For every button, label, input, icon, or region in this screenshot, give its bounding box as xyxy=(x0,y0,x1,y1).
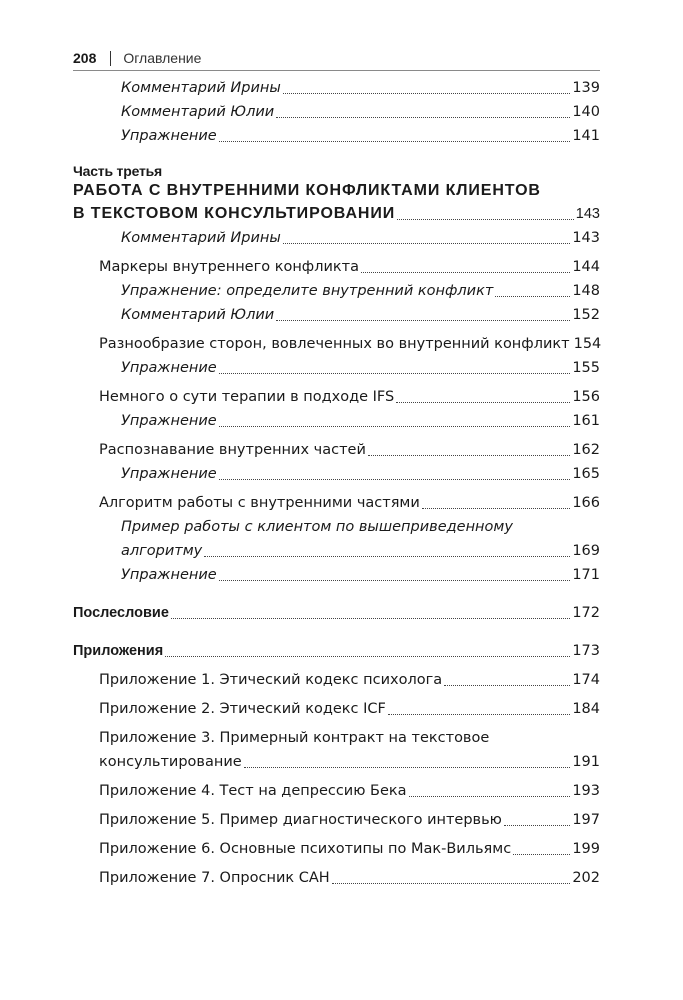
toc-appendix[interactable] xyxy=(73,668,600,692)
toc-entry-page: 140 xyxy=(572,104,600,120)
toc-entry-page: 197 xyxy=(572,812,600,828)
dot-leader xyxy=(219,580,571,581)
toc-section[interactable] xyxy=(73,332,600,356)
toc-entry-page: 154 xyxy=(573,336,602,352)
toc-entry[interactable] xyxy=(73,124,600,148)
toc-entry-label: Комментарий Юлии xyxy=(121,104,275,120)
part-title-line2: В ТЕКСТОВОМ КОНСУЛЬТИРОВАНИИ xyxy=(73,205,396,222)
toc-entry-page: 171 xyxy=(572,567,600,583)
toc-appendix-label: Приложение 4. Тест на депрессию Бека xyxy=(99,783,407,799)
toc-section-label: Алгоритм работы с внутренними частями xyxy=(99,495,420,511)
header-divider xyxy=(110,51,111,66)
toc-chapter-appendices[interactable] xyxy=(73,639,600,663)
dot-leader xyxy=(504,825,570,826)
toc-entry[interactable] xyxy=(73,226,600,250)
toc-entry[interactable] xyxy=(73,409,600,433)
toc-section[interactable] xyxy=(73,438,600,462)
toc-entry-page: 161 xyxy=(572,413,600,429)
dot-leader xyxy=(219,426,571,427)
dot-leader xyxy=(495,296,570,297)
toc-entry-page: 173 xyxy=(572,643,600,659)
toc-entry-page: 165 xyxy=(572,466,600,482)
toc-appendix[interactable] xyxy=(73,779,600,803)
toc-entry-page: 148 xyxy=(572,283,600,299)
toc-appendix-label-line1: Приложение 3. Примерный контракт на текстовое xyxy=(99,730,490,746)
toc-entry-page: 155 xyxy=(572,360,600,376)
dot-leader xyxy=(368,455,570,456)
dot-leader xyxy=(276,117,570,118)
part-label: Часть третья xyxy=(73,163,163,179)
toc-entry-page: 141 xyxy=(572,128,600,144)
table-of-contents xyxy=(73,76,600,890)
toc-appendix-label-line2: консультирование xyxy=(99,754,242,770)
toc-section-label: Разнообразие сторон, вовлеченных во внутренний конфликт xyxy=(99,336,570,352)
toc-appendix[interactable] xyxy=(73,808,600,832)
toc-appendix[interactable] xyxy=(73,866,600,890)
dot-leader xyxy=(409,796,571,797)
toc-entry-page: 156 xyxy=(572,389,600,405)
toc-entry[interactable] xyxy=(73,76,600,100)
toc-section-label: Распознавание внутренних частей xyxy=(99,442,366,458)
toc-entry[interactable] xyxy=(73,462,600,486)
toc-entry-page: 191 xyxy=(572,754,600,770)
toc-entry-page: 172 xyxy=(572,605,600,621)
toc-appendix-label: Приложение 7. Опросник САН xyxy=(99,870,330,886)
toc-entry-label: Комментарий Ирины xyxy=(121,230,281,246)
toc-entry-page: 152 xyxy=(572,307,600,323)
toc-appendix-label: Приложение 1. Этический кодекс психолога xyxy=(99,672,443,688)
toc-entry-label: Упражнение xyxy=(121,128,217,144)
dot-leader xyxy=(396,402,570,403)
toc-appendix-label: Приложение 6. Основные психотипы по Мак-Вильямс xyxy=(99,841,512,857)
toc-entry-page: 144 xyxy=(572,259,600,275)
toc-section[interactable] xyxy=(73,255,600,279)
toc-chapter-label: Приложения xyxy=(73,643,164,659)
toc-appendix[interactable] xyxy=(73,697,600,721)
toc-entry-page: 184 xyxy=(572,701,600,717)
toc-entry-page: 162 xyxy=(572,442,600,458)
toc-entry[interactable] xyxy=(73,303,600,327)
toc-section-label: Немного о сути терапии в подходе IFS xyxy=(99,389,395,405)
toc-entry-page: 199 xyxy=(572,841,600,857)
toc-entry-label: Комментарий Юлии xyxy=(121,307,275,323)
toc-chapter-label: Послесловие xyxy=(73,605,169,621)
toc-entry-label: Упражнение xyxy=(121,567,217,583)
running-title: Оглавление xyxy=(123,50,202,66)
toc-entry-label: Упражнение xyxy=(121,413,217,429)
toc-appendix[interactable] xyxy=(73,837,600,861)
part-title-line1[interactable]: РАБОТА С ВНУТРЕННИМИ КОНФЛИКТАМИ КЛИЕНТОВ xyxy=(73,182,541,199)
toc-appendix[interactable] xyxy=(73,726,600,774)
dot-leader xyxy=(219,373,571,374)
toc-entry-page: 169 xyxy=(572,543,600,559)
dot-leader xyxy=(444,685,570,686)
toc-entry-page: 143 xyxy=(572,230,600,246)
dot-leader xyxy=(283,93,570,94)
toc-appendix-label: Приложение 2. Этический кодекс ICF xyxy=(99,701,386,717)
toc-entry-page: 174 xyxy=(572,672,600,688)
dot-leader xyxy=(397,219,574,220)
toc-entry[interactable] xyxy=(73,515,600,563)
toc-entry-label: Упражнение xyxy=(121,466,217,482)
toc-chapter-afterword[interactable] xyxy=(73,601,600,625)
dot-leader xyxy=(219,141,571,142)
toc-entry-page: 166 xyxy=(572,495,600,511)
toc-entry-page: 202 xyxy=(572,870,600,886)
dot-leader xyxy=(244,767,571,768)
part-title-entry[interactable] xyxy=(73,202,600,226)
toc-entry-label-line2: алгоритму xyxy=(121,543,203,559)
dot-leader xyxy=(422,508,571,509)
toc-entry[interactable] xyxy=(73,100,600,124)
toc-entry-page: 139 xyxy=(572,80,600,96)
toc-entry-label: Упражнение xyxy=(121,360,217,376)
dot-leader xyxy=(204,556,570,557)
toc-section-label: Маркеры внутреннего конфликта xyxy=(99,259,359,275)
toc-entry-page: 143 xyxy=(575,206,600,222)
dot-leader xyxy=(388,714,570,715)
toc-entry-label-line1: Пример работы с клиентом по вышеприведенному xyxy=(121,519,513,535)
toc-appendix-label: Приложение 5. Пример диагностического интервью xyxy=(99,812,502,828)
toc-entry-page: 193 xyxy=(572,783,600,799)
toc-entry[interactable] xyxy=(73,356,600,380)
running-header xyxy=(73,46,600,71)
toc-entry[interactable] xyxy=(73,563,600,587)
dot-leader xyxy=(513,854,570,855)
dot-leader xyxy=(165,656,570,657)
dot-leader xyxy=(276,320,570,321)
dot-leader xyxy=(361,272,570,273)
toc-entry[interactable] xyxy=(73,279,600,303)
dot-leader xyxy=(171,618,570,619)
dot-leader xyxy=(283,243,570,244)
dot-leader xyxy=(332,883,571,884)
toc-entry-label: Комментарий Ирины xyxy=(121,80,281,96)
dot-leader xyxy=(219,479,571,480)
page-number: 208 xyxy=(73,50,97,66)
toc-section[interactable] xyxy=(73,385,600,409)
toc-entry-label: Упражнение: определите внутренний конфликт xyxy=(121,283,494,299)
toc-section[interactable] xyxy=(73,491,600,515)
